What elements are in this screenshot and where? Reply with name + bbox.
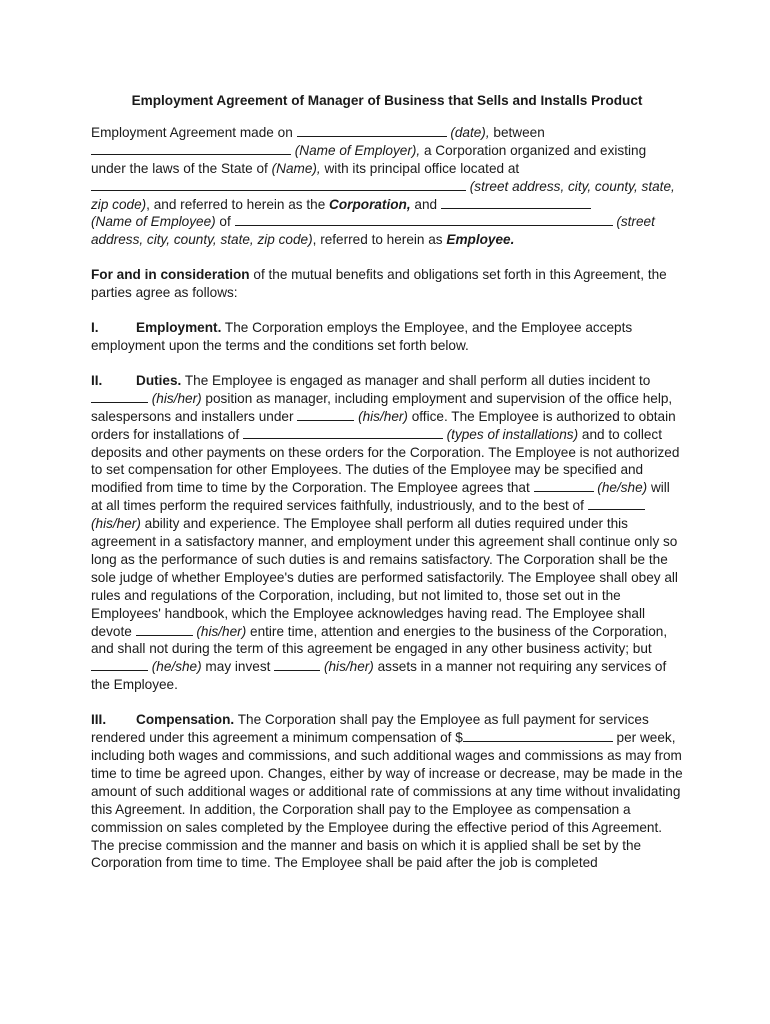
duties-text-6: ability and experience. The Employee shall perform all duties required under this agreement in a satisfactory manner, and employment under this agreement shall continue only so long as the performance of such duties is and remains satisfactory. The Corporation shall be the sole judge of whether Employee's duties are performed satisfactorily. The Employee shall obey all rules and regulations of the Corporation, including, but not limited to, those set out in the Employees' handbook, which the Employee acknowledges having read. The Employee shall devote: [91, 516, 678, 639]
intro-text-7: of: [215, 214, 235, 230]
pronoun-hint: (he/she): [148, 659, 202, 675]
employer-name-blank[interactable]: [91, 142, 291, 155]
intro-text-6: and: [410, 196, 441, 212]
intro-paragraph: [91, 124, 683, 249]
pronoun-hint: (his/her): [320, 659, 374, 675]
pronoun-blank[interactable]: [136, 623, 193, 636]
duties-text-2: position as manager, including employment and supervision of the office help, salespersons and installers under: [91, 390, 673, 424]
employer-address-hint: (street address, city, county, state, zip code): [91, 178, 675, 212]
duties-text-7: entire time, attention and energies to the business of the Corporation, and shall not during the term of this agreement be engaged in any other business activity; but: [91, 623, 668, 657]
pronoun-hint: (his/her): [196, 623, 247, 639]
pronoun-hint: (he/she): [597, 480, 648, 496]
employer-name-hint: (Name of Employer),: [294, 142, 421, 158]
date-hint: (date),: [450, 124, 490, 140]
section-heading: Employment.: [136, 320, 222, 336]
document-title: Employment Agreement of Manager of Business that Sells and Installs Product: [131, 93, 643, 108]
intro-text-3: a Corporation organized and existing under the laws of the State of: [91, 142, 647, 176]
installation-types-hint: (types of installations): [442, 426, 579, 442]
employee-address-blank[interactable]: [235, 213, 613, 226]
intro-text-4: with its principal office located at: [320, 160, 520, 176]
section-compensation: [91, 711, 683, 872]
duties-text-4: and to collect deposits and other payments on these orders for the Corporation. The Employee is not authorized to set compensation for other Employees. The duties of the Employee may be specified and modified from time to time by the Corporation. The Employee agrees that: [91, 426, 680, 496]
employee-address-hint: (street address, city, county, state, zip code): [91, 214, 655, 248]
consideration-text: of the mutual benefits and obligations set forth in this Agreement, the parties agree as follows:: [91, 267, 667, 301]
section-number: III.: [91, 712, 107, 728]
consideration-paragraph: [91, 266, 683, 302]
pronoun-hint: (his/her): [91, 516, 141, 532]
pronoun-blank[interactable]: [274, 658, 320, 671]
pronoun-blank[interactable]: [297, 408, 354, 421]
pronoun-hint: (his/her): [148, 390, 202, 406]
document-page: [91, 92, 683, 872]
pronoun-blank[interactable]: [588, 497, 645, 510]
pronoun-blank[interactable]: [91, 658, 148, 671]
section-employment: [91, 319, 683, 355]
employee-term: Employee.: [446, 232, 515, 248]
employee-name-blank[interactable]: [441, 196, 591, 209]
compensation-text-1: The Corporation shall pay the Employee as full payment for services rendered under this agreement a minimum compensation of $: [91, 712, 649, 746]
pronoun-blank[interactable]: [534, 479, 594, 492]
weekly-amount-blank[interactable]: [463, 729, 613, 742]
state-name-hint: (Name),: [271, 160, 321, 176]
duties-text-9: assets in a manner not requiring any services of the Employee.: [91, 659, 667, 693]
section-duties: [91, 372, 683, 694]
intro-text-8: , referred to herein as: [312, 232, 447, 248]
employer-address-blank[interactable]: [91, 178, 466, 191]
section-number: I.: [91, 320, 99, 336]
intro-text-1: Employment Agreement made on: [91, 124, 297, 140]
duties-text-3: office. The Employee is authorized to obtain orders for installations of: [91, 408, 676, 442]
section-heading: Duties.: [136, 372, 182, 388]
section-text: The Corporation employs the Employee, and the Employee accepts employment upon the terms and the conditions set forth below.: [91, 320, 633, 353]
section-number: II.: [91, 372, 103, 388]
employee-name-hint: (Name of Employee): [91, 214, 216, 230]
pronoun-hint: (his/her): [358, 408, 408, 424]
intro-text-5: , and referred to herein as the: [146, 196, 330, 212]
section-heading: Compensation.: [136, 712, 235, 728]
pronoun-blank[interactable]: [91, 390, 148, 403]
consideration-lead: For and in consideration: [91, 267, 250, 283]
corporation-term: Corporation,: [329, 196, 411, 212]
duties-text-8: may invest: [201, 659, 275, 675]
compensation-text-2: per week, including both wages and commissions, and such additional wages and commissions as may from time to time be agreed upon. Changes, either by way of increase or decrease, may be made in the amount of such additional wages or additional rate of commissions at any time without invalidating this Agreement. In addition, the Corporation shall pay to the Employee as compensation a commission on sales completed by the Employee during the effective period of this Agreement. The precise commission and the manner and basis on which it is applied shall be set by the Corporation from time to time. The Employee shall be paid after the job is completed: [91, 730, 683, 871]
installation-types-blank[interactable]: [243, 426, 443, 439]
date-blank[interactable]: [297, 124, 447, 137]
duties-text-5: will at all times perform the required services faithfully, industriously, and to the best of: [91, 480, 670, 514]
duties-text-1: The Employee is engaged as manager and shall perform all duties incident to: [181, 372, 651, 388]
intro-text-2: between: [489, 124, 545, 140]
